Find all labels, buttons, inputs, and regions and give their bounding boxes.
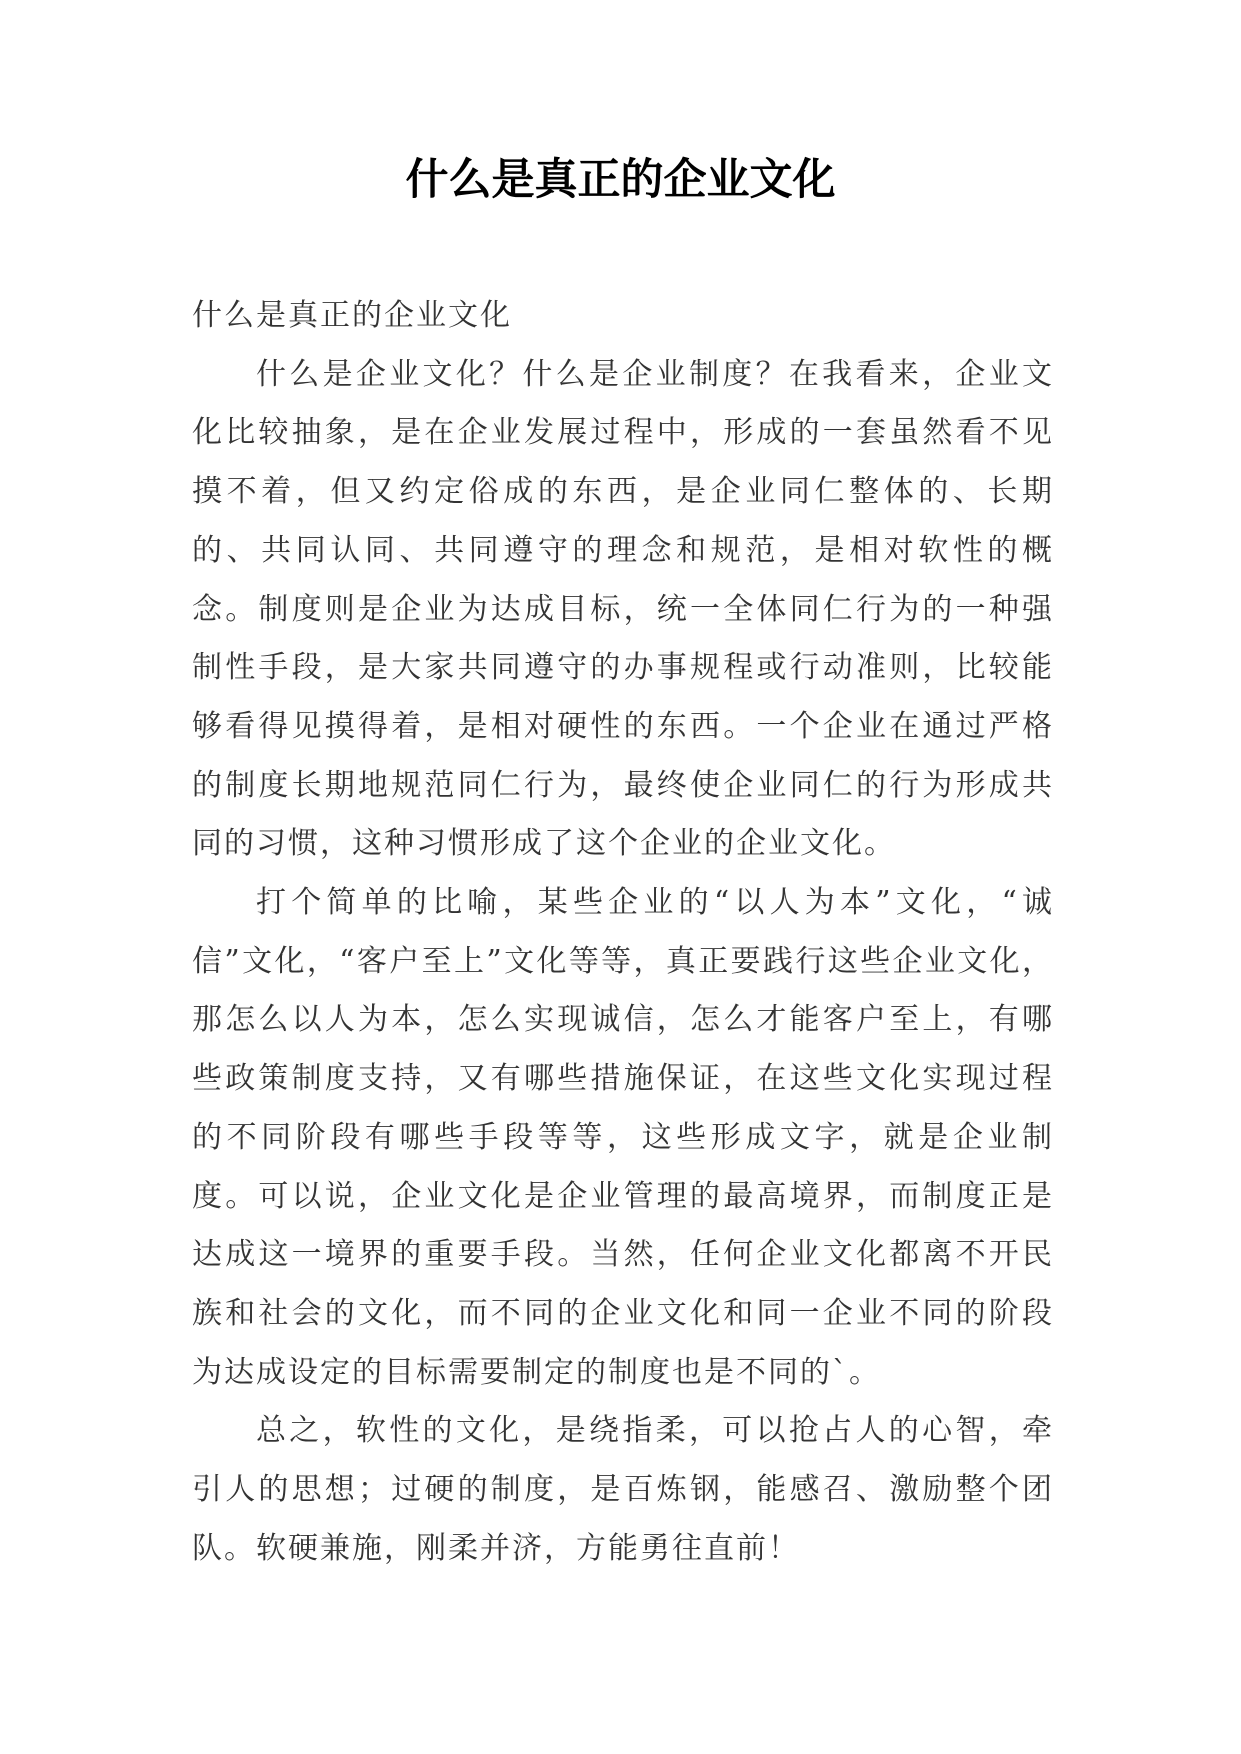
- paragraph: 什么是企业文化？什么是企业制度？在我看来，企业文化比较抽象，是在企业发展过程中，形成的一套虽然看不见摸不着，但又约定俗成的东西，是企业同仁整体的、长期的、共同认同、共同遵守的理念和规范，是相对软性的概念。制度则是企业为达成目标，统一全体同仁行为的一种强制性手段，是大家共同遵守的办事规程或行动准则，比较能够看得见摸得着，是相对硬性的东西。一个企业在通过严格的制度长期地规范同仁行为，最终使企业同仁的行为形成共同的习惯，这种习惯形成了这个企业的企业文化。: [192, 356, 1054, 862]
- paragraph: 总之，软性的文化，是绕指柔，可以抢占人的心智，牵引人的思想；过硬的制度，是百炼钢，能感召、激励整个团队。软硬兼施，刚柔并济，方能勇往直前！: [192, 1413, 1054, 1566]
- document-title: 什么是真正的企业文化: [405, 155, 836, 205]
- document-body: [192, 287, 1054, 1578]
- paragraph: 打个简单的比喻，某些企业的“以人为本”文化，“诚信”文化，“客户至上”文化等等，真正要践行这些企业文化，那怎么以人为本，怎么实现诚信，怎么才能客户至上，有哪些政策制度支持，又有哪些措施保证，在这些文化实现过程的不同阶段有哪些手段等等，这些形成文字，就是企业制度。可以说，企业文化是企业管理的最高境界，而制度正是达成这一境界的重要手段。当然，任何企业文化都离不开民族和社会的文化，而不同的企业文化和同一企业不同的阶段为达成设定的目标需要制定的制度也是不同的`。: [192, 885, 1054, 1390]
- document-subtitle: 什么是真正的企业文化: [192, 298, 512, 333]
